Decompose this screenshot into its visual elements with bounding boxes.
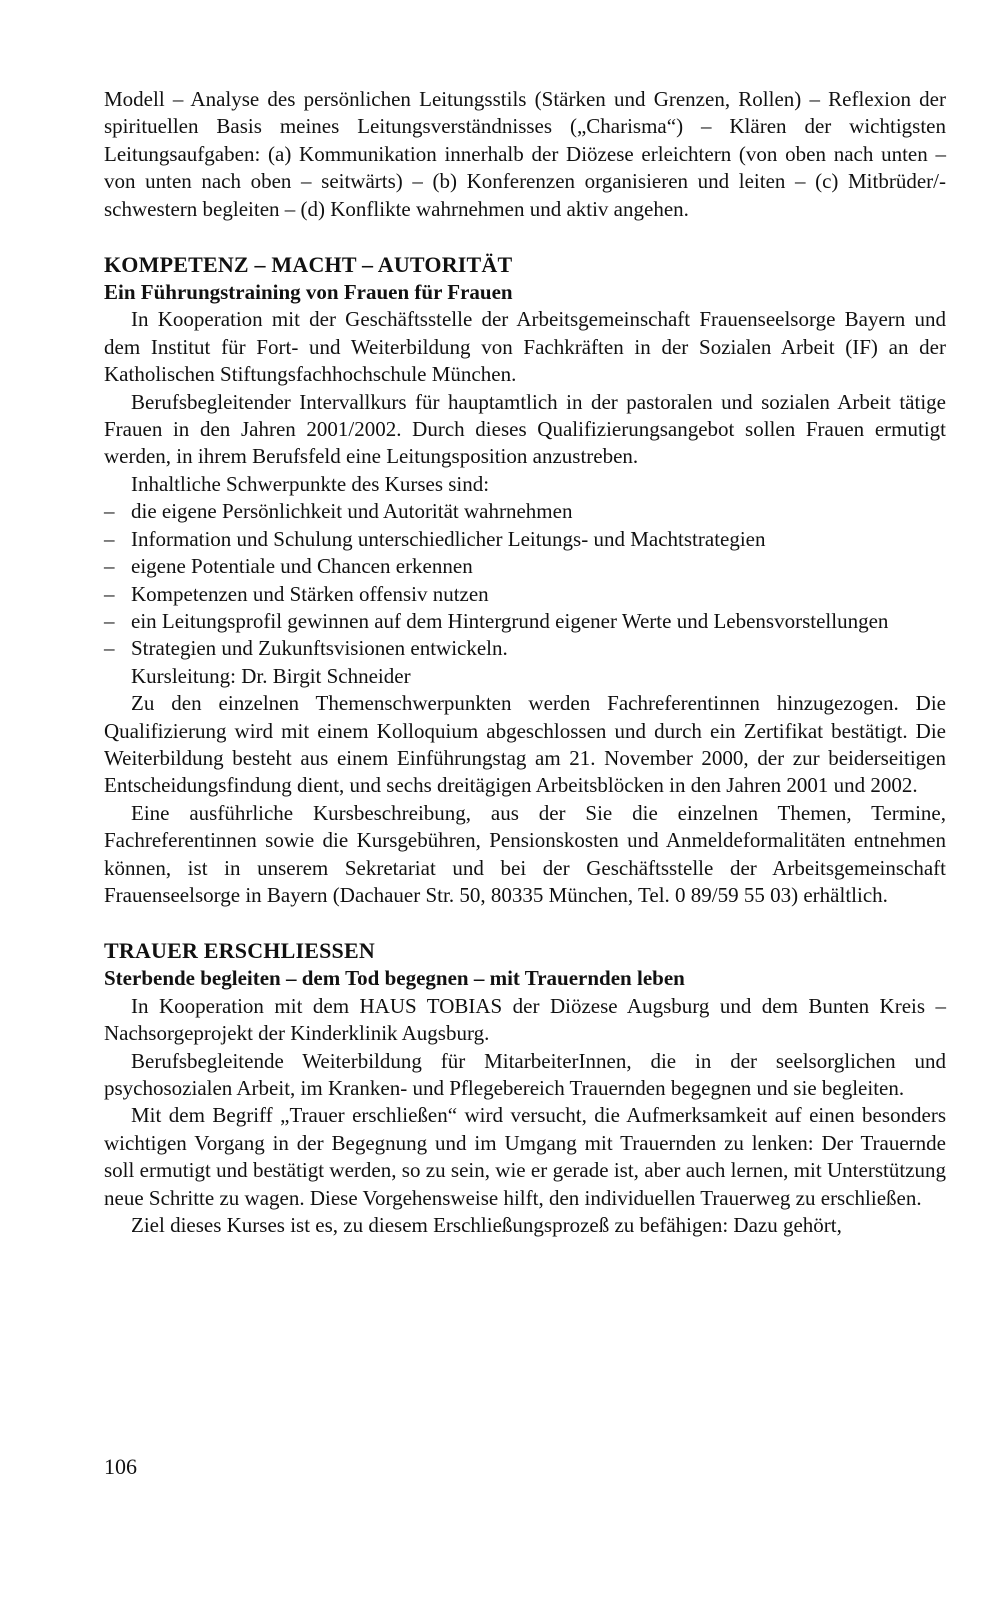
section-trauer-paragraph-3: Mit dem Begriff „Trauer erschließen“ wird versucht, die Aufmerksamkeit auf einen besonders wichtigen Vorgang in der Begegnung und im Umgang mit Trauernden zu lenken: Der Trauernde soll ermutigt und bestätigt werden, so zu sein, wie er gerade ist, aber auch lernen, mit Unterstützung neue Schritte zu wagen. Diese Vorgehensweise hilft, den individuellen Trauerweg zu erschließen.: [104, 1103, 946, 1210]
page-number: 106: [104, 1454, 137, 1479]
section-kompetenz-paragraph-2: Berufsbegleitender Intervallkurs für hauptamtlich in der pastoralen und sozialen Arbeit tätige Frauen in den Jahren 2001/2002. Durch dieses Qualifizierungsangebot sollen Frauen ermutigt werden, in ihrem Berufsfeld eine Leitungsposition anzustreben.: [104, 389, 946, 469]
dash-bullet: –: [104, 608, 115, 633]
list-item-text: ein Leitungsprofil gewinnen auf dem Hintergrund eigener Werte und Lebensvorstellungen: [131, 608, 889, 633]
intro-paragraph: Modell – Analyse des persönlichen Leitungsstils (Stärken und Grenzen, Rollen) – Reflexion der spirituellen Basis meines Leitungsverständnisses („Charisma“) – Klären der wichtigsten Leitungsaufgaben: (a) Kommunikation innerhalb der Diözese erleichtern (von oben nach unten – von unten nach oben – seitwärts) – (b) Konferenzen organisieren und leiten – (c) Mitbrüder/-schwestern begleiten – (d) Konflikte wahrnehmen und aktiv angehen.: [104, 87, 946, 221]
section-kompetenz-subtitle: Ein Führungstraining von Frauen für Frauen: [104, 280, 513, 305]
list-item: [104, 526, 946, 553]
list-item: [104, 553, 946, 580]
list-item: [104, 581, 946, 608]
section-trauer-paragraph-2: Berufsbegleitende Weiterbildung für MitarbeiterInnen, die in der seelsorglichen und psychosozialen Arbeit, im Kranken- und Pflegebereich Trauernden begegnen und sie begleiten.: [104, 1048, 946, 1100]
list-item-text: die eigene Persönlichkeit und Autorität wahrnehmen: [131, 499, 573, 524]
dash-bullet: –: [104, 554, 115, 579]
section-kompetenz-title: KOMPETENZ – MACHT – AUTORITÄT: [104, 252, 513, 278]
course-focus-list: [104, 498, 946, 662]
section-trauer-subtitle: Sterbende begleiten – dem Tod begegnen – mit Trauernden leben: [104, 966, 685, 991]
list-item: [104, 608, 946, 635]
list-item-text: Kompetenzen und Stärken offensiv nutzen: [131, 581, 489, 606]
dash-bullet: –: [104, 499, 115, 524]
section-trauer-paragraph-1: In Kooperation mit dem HAUS TOBIAS der Diözese Augsburg und dem Bunten Kreis – Nachsorgeprojekt der Kinderklinik Augsburg.: [104, 993, 946, 1046]
section-kompetenz-paragraph-1: In Kooperation mit der Geschäftsstelle der Arbeitsgemeinschaft Frauenseelsorge Bayern und dem Institut für Fort- und Weiterbildung von Fachkräften in der Sozialen Arbeit (IF) an der Katholischen Stiftungsfachhochschule München.: [104, 307, 946, 387]
section-trauer-paragraph-4: Ziel dieses Kurses ist es, zu diesem Erschließungsprozeß zu befähigen: Dazu gehört,: [131, 1213, 842, 1238]
section-kompetenz-paragraph-4: Zu den einzelnen Themenschwerpunkten werden Fachreferentinnen hinzugezogen. Die Qualifizierung wird mit einem Kolloquium abgeschlossen und durch ein Zertifikat bestätigt. Die Weiterbildung besteht aus einem Einführungstag am 21. November 2000, der zur beiderseitigen Entscheidungsfindung dient, und sechs dreitägigen Arbeitsblöcken in den Jahren 2001 und 2002.: [104, 691, 946, 798]
dash-bullet: –: [104, 636, 115, 661]
dash-bullet: –: [104, 581, 115, 606]
course-lead: Kursleitung: Dr. Birgit Schneider: [131, 663, 411, 688]
list-item-text: Strategien und Zukunftsvisionen entwickeln.: [131, 636, 508, 661]
page-content: [104, 86, 946, 1239]
dash-bullet: –: [104, 526, 115, 551]
list-item-text: eigene Potentiale und Chancen erkennen: [131, 554, 473, 579]
list-item: [104, 635, 946, 662]
section-kompetenz-paragraph-3: Inhaltliche Schwerpunkte des Kurses sind:: [131, 471, 490, 496]
section-trauer-title: TRAUER ERSCHLIESSEN: [104, 938, 375, 964]
list-item: [104, 498, 946, 525]
list-item-text: Information und Schulung unterschiedlicher Leitungs- und Machtstrategien: [131, 526, 766, 551]
section-kompetenz-paragraph-5: Eine ausführliche Kursbeschreibung, aus der Sie die einzelnen Themen, Termine, Fachreferentinnen sowie die Kursgebühren, Pensionskosten und Anmeldeformalitäten entnehmen können, ist in unserem Sekretariat und bei der Geschäftsstelle der Arbeitsgemeinschaft Frauenseelsorge in Bayern (Dachauer Str. 50, 80335 München, Tel. 0 89/59 55 03) erhältlich.: [104, 800, 946, 907]
